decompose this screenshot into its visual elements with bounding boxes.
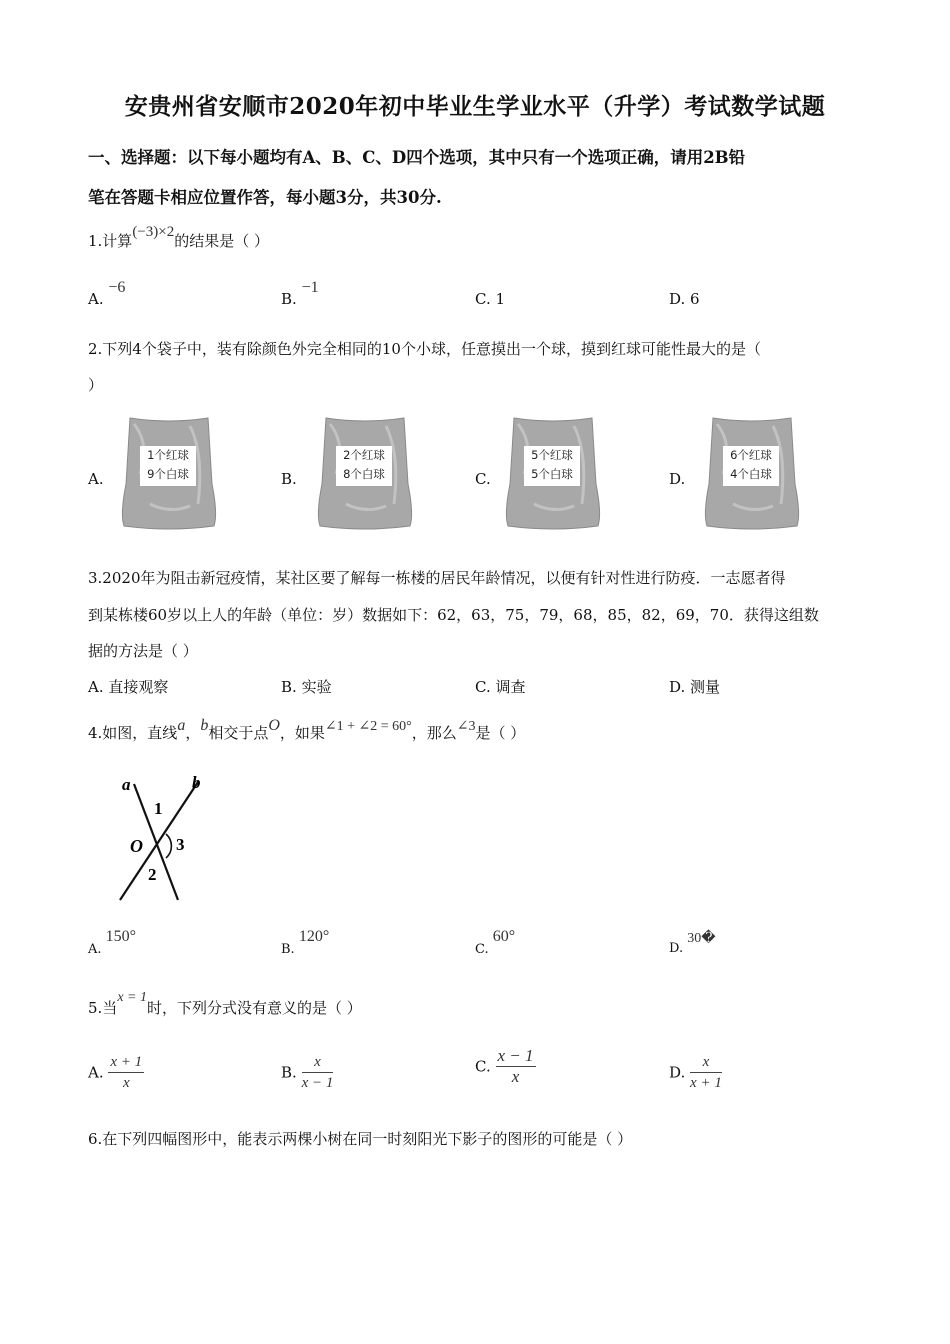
q3-option-c: C. 调查 [475,678,526,696]
q1-suffix: 的结果是（ ） [174,232,270,250]
question-5: 5.当x = 1时，下列分式没有意义的是（ ） [88,990,362,1017]
q3-option-b: B. 实验 [281,678,332,696]
question-3-line3: 据的方法是（ ） [88,642,198,660]
q4-option-c: C. 60° [475,928,516,957]
q2-option-d-key: D. [669,470,686,488]
bag-label-d: 6个红球 4个白球 [723,446,779,486]
section-heading-line2: 笔在答题卡相应位置作答，每小题3分，共30分. [88,188,442,207]
q5-option-a: A. $\frac{x + 1}{x}$ [88,1054,143,1091]
angle-3-arc [166,834,171,858]
section-heading-line1: 一、选择题：以下每小题均有A、B、C、D四个选项，其中只有一个选项正确，请用2B铅 [88,148,746,167]
angle-3-symbol: ∠3 [456,719,476,734]
page-title: 安贵州省安顺市2020年初中毕业生学业水平（升学）考试数学试题 [124,93,826,120]
intersecting-lines-diagram [108,768,218,904]
q1-prefix: 1.计算 [88,232,133,250]
line-a-symbol: a [177,717,186,734]
q3-option-d: D. 测量 [669,678,721,696]
bag-image-a [120,414,218,530]
q4-option-a: A. 150° [88,928,137,957]
bag-label-b: 2个红球 8个白球 [336,446,392,486]
q2-option-c-key: C. [475,470,491,488]
q5-condition: x = 1 [117,990,147,1005]
label-3: 3 [176,835,185,854]
q4-option-d: D. 30� [669,931,716,956]
bag-label-a: 1个红球 9个白球 [140,446,196,486]
line-b-symbol: b [200,717,209,734]
question-2-line2: ） [88,376,104,394]
q2-option-b-key: B. [281,470,297,488]
q5-option-b: B. $\frac{x}{x - 1}$ [281,1054,334,1091]
q3-option-a: A. 直接观察 [88,678,169,696]
label-2: 2 [148,865,157,884]
q1-option-c: C. 1 [475,290,506,308]
question-3-line2: 到某栋楼60岁以上人的年龄（单位：岁）数据如下：62，63，75，79，68，85，82，69，70．获得这组数 [88,606,819,624]
q1-option-d: D. 6 [669,290,700,308]
question-6: 6.在下列四幅图形中，能表示两棵小树在同一时刻阳光下影子的图形的可能是（ ） [88,1130,633,1148]
q2-option-a-key: A. [88,470,104,488]
q1-option-b: B. −1 [281,279,319,308]
point-o-symbol: O [268,717,280,734]
bag-image-c [504,414,602,530]
label-1: 1 [154,799,163,818]
label-b: b [192,773,201,792]
question-2-line1: 2.下列4个袋子中，装有除颜色外完全相同的10个小球，任意摸出一个球，摸到红球可能性最大的是（ [88,340,761,358]
label-a: a [122,775,131,794]
question-4: 4.如图，直线a，b相交于点O，如果∠1 + ∠2 = 60°，那么∠3是（ ） [88,717,526,742]
q5-option-c: C. $\frac{x - 1}{x}$ [475,1046,534,1086]
bag-label-c: 5个红球 5个白球 [524,446,580,486]
question-3-line1: 3.2020年为阻击新冠疫情，某社区要了解每一栋楼的居民年龄情况，以便有针对性进行防疫．一志愿者得 [88,569,786,587]
angle-condition: ∠1 + ∠2 = 60° [324,719,412,734]
question-1 [88,224,270,251]
bag-image-d [703,414,801,530]
q1-expression: (−3)×2 [132,224,175,240]
q5-option-d: D. $\frac{x}{x + 1}$ [669,1054,722,1091]
q1-option-a: A. −6 [88,279,126,308]
q4-option-b: B. 120° [281,928,330,957]
label-o: O [130,836,143,856]
bag-image-b [316,414,414,530]
